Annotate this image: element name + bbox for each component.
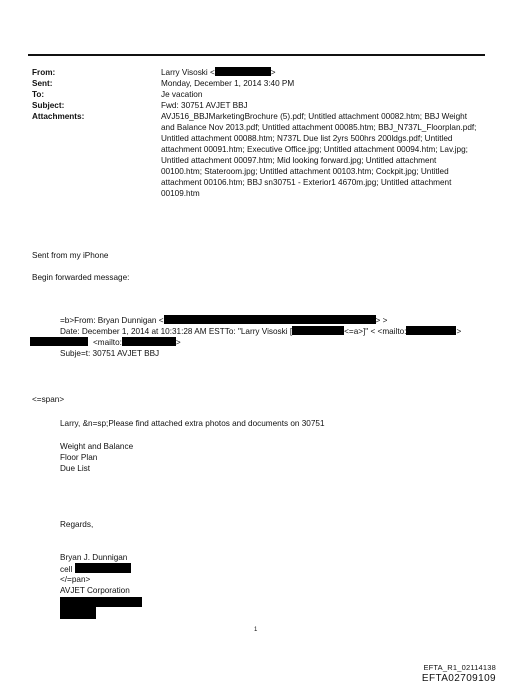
email-header [32,67,482,199]
redaction [406,326,456,335]
list-item: Due List [60,464,91,473]
forwarded-mailto-line: <mailto: > [30,337,480,348]
redaction [215,67,271,76]
from-row [32,67,482,78]
attachment-line: Untitled attachment 00097.htm; Mid looking forward.jpg; Untitled attachment [161,156,437,165]
subject-label: Subject: [32,101,65,110]
begin-forwarded-line: Begin forwarded message: [32,273,130,282]
attachment-line: 00100.htm; Stateroom.jpg; Untitled attachment 00103.htm; Cockpit.jpg; Untitled [161,167,449,176]
forwarded-subject-line: Subje=t: 30751 AVJET BBJ [60,349,160,358]
redaction [122,337,176,346]
sent-label: Sent: [32,79,53,88]
forwarded-date-line: Date: December 1, 2014 at 10:31:28 AM ESTTo: "Larry Visoski [ <=a>]" < <mailto: > [60,327,462,336]
list-item: Floor Plan [60,453,98,462]
redaction [292,326,344,335]
redaction [30,337,88,346]
signature-company: AVJET Corporation [60,586,130,595]
efta-reference-small: EFTA_R1_02114138 [423,663,496,672]
subject-row [32,100,482,111]
page-number: 1 [254,627,258,633]
signature-name: Bryan J. Dunnigan [60,553,128,562]
forwarded-header [60,315,480,359]
attachments-label: Attachments: [32,112,85,121]
span-tag-line: <=span> [32,395,65,404]
signature-cell: cell [60,563,131,574]
forwarded-from-line: =b>From: Bryan Dunnigan < > > [60,316,388,325]
to-value: Je vacation [161,90,203,99]
attachment-line: AVJ516_BBJMarketingBrochure (5).pdf; Untitled attachment 00082.htm; BBJ Weight [161,112,467,121]
attachment-line: 00109.htm [161,189,200,198]
efta-reference-large: EFTA02709109 [421,673,496,684]
from-label: From: [32,68,56,77]
from-value: Larry Visoski < > [161,68,276,77]
to-label: To: [32,90,45,99]
attachment-line: attachment 00106.htm; BBJ sn30751 - Exterior1 4670m.jpg; Untitled attachment [161,178,452,187]
message-greeting: Larry, &n=sp;Please find attached extra photos and documents on 30751 [60,419,325,428]
to-row [32,89,482,100]
redaction [60,597,142,607]
signature-span: </=pan> [60,575,91,584]
regards-line: Regards, [60,520,94,529]
sent-value: Monday, December 1, 2014 3:40 PM [161,79,295,88]
sent-row [32,78,482,89]
attachment-line: Untitled attachment 00088.htm; N737L Due list 2yrs 500hrs 200ldgs.pdf; Untitled [161,134,453,143]
subject-value: Fwd: 30751 AVJET BBJ [161,101,248,110]
signature-block [60,552,131,596]
attachment-line: and Balance Nov 2013.pdf; Untitled attachment 00085.htm; BBJ_N737L_Floorplan.pdf; [161,123,477,132]
redaction [60,607,96,619]
redaction [75,563,131,573]
list-item: Weight and Balance [60,442,134,451]
message-item-list [60,441,133,474]
attachment-line: attachment 00091.htm; Executive Office.jpg; Untitled attachment 00094.htm; Lav.jpg; [161,145,468,154]
attachments-list [161,111,477,199]
redaction [164,315,376,324]
sent-from-line: Sent from my iPhone [32,251,109,260]
header-rule [28,54,485,56]
attachments-row [32,111,482,199]
